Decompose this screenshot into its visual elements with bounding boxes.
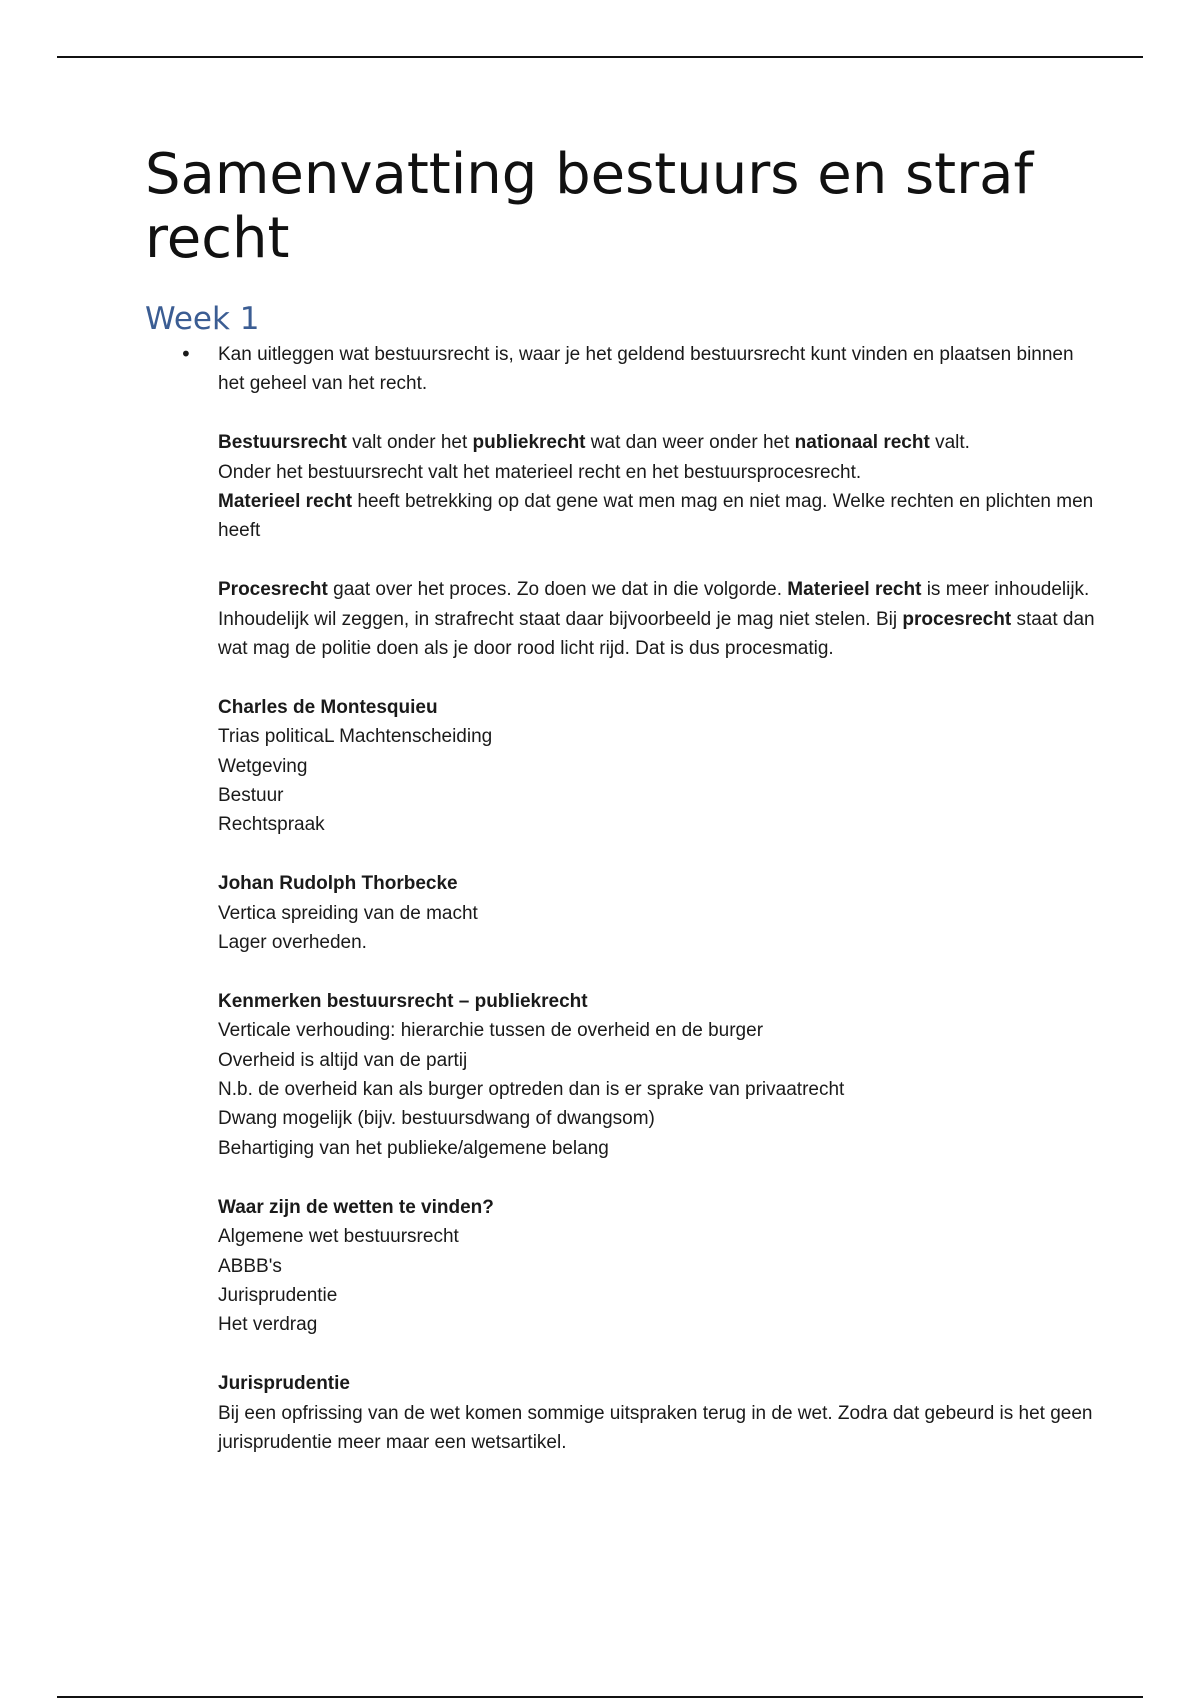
subheading-wetten: Waar zijn de wetten te vinden? bbox=[218, 1196, 494, 1218]
text-run: gaat over het proces. Zo doen we dat in die volgorde. bbox=[327, 579, 788, 601]
list-line: Trias politicaL Machtenscheiding bbox=[218, 726, 493, 748]
subheading-kenmerken: Kenmerken bestuursrecht – publiekrecht bbox=[218, 990, 588, 1012]
text-run: heeft betrekking op dat gene wat men mag en niet mag. Welke rechten en plichten men heeft bbox=[218, 491, 1094, 542]
list-line: Vertica spreiding van de macht bbox=[218, 902, 478, 924]
bullet-intro: Kan uitleggen wat bestuursrecht is, waar je het geldend bestuursrecht kunt vinden en plaatsen binnen het geheel van het recht. bbox=[218, 344, 1074, 395]
text-run: valt. bbox=[929, 432, 970, 454]
list-line: Overheid is altijd van de partij bbox=[218, 1049, 468, 1071]
list-line: Dwang mogelijk (bijv. bestuursdwang of dwangsom) bbox=[218, 1108, 655, 1130]
bullet-content bbox=[218, 340, 1098, 1457]
list-line: Jurisprudentie bbox=[218, 1284, 338, 1306]
header-rule bbox=[57, 56, 1143, 58]
bold-term: nationaal recht bbox=[794, 432, 930, 454]
paragraph-jurisprudentie: Bij een opfrissing van de wet komen sommige uitspraken terug in de wet. Zodra dat gebeurd is het geen jurisprudentie meer maar een wetsartikel. bbox=[218, 1402, 1093, 1453]
subheading-jurisprudentie: Jurisprudentie bbox=[218, 1373, 350, 1395]
subheading-montesquieu: Charles de Montesquieu bbox=[218, 696, 438, 718]
text-run: valt onder het bbox=[346, 432, 473, 454]
bold-term: Materieel recht bbox=[218, 491, 353, 513]
document-title: Samenvatting bestuurs en straf recht bbox=[145, 142, 1034, 271]
list-line: Algemene wet bestuursrecht bbox=[218, 1226, 459, 1248]
paragraph-bestuursrecht bbox=[218, 428, 1098, 457]
paragraph-materieel bbox=[218, 487, 1098, 546]
bold-term: Materieel recht bbox=[787, 579, 922, 601]
footer-rule bbox=[57, 1696, 1143, 1698]
list-line: Wetgeving bbox=[218, 755, 308, 777]
bold-term: procesrecht bbox=[902, 608, 1012, 630]
list-line: Behartiging van het publieke/algemene belang bbox=[218, 1137, 609, 1159]
subheading-thorbecke: Johan Rudolph Thorbecke bbox=[218, 873, 458, 895]
paragraph-line: Onder het bestuursrecht valt het materieel recht en het bestuursprocesrecht. bbox=[218, 461, 862, 483]
text-run: staat dan wat mag de politie doen als je door rood licht rijd. Dat is dus procesmatig. bbox=[218, 608, 1095, 660]
list-line: N.b. de overheid kan als burger optreden dan is er sprake van privaatrecht bbox=[218, 1079, 845, 1101]
text-run: wat dan weer onder het bbox=[585, 432, 795, 454]
bold-term: publiekrecht bbox=[472, 432, 586, 454]
list-line: Rechtspraak bbox=[218, 814, 325, 836]
bold-term: Procesrecht bbox=[218, 579, 328, 601]
list-line: Lager overheden. bbox=[218, 932, 367, 954]
list-line: Verticale verhouding: hierarchie tussen de overheid en de burger bbox=[218, 1020, 764, 1042]
list-line: Bestuur bbox=[218, 785, 284, 807]
bullet-marker: • bbox=[180, 342, 192, 366]
list-line: Het verdrag bbox=[218, 1314, 318, 1336]
list-line: ABBB's bbox=[218, 1255, 282, 1277]
bold-term: Bestuursrecht bbox=[218, 432, 347, 454]
text-run: is meer inhoudelijk. Inhoudelijk wil zeggen, in strafrecht staat daar bijvoorbeeld je mag niet stelen. Bij bbox=[218, 579, 1090, 630]
section-heading-week-1: Week 1 bbox=[145, 301, 260, 337]
paragraph-procesrecht bbox=[218, 575, 1098, 663]
